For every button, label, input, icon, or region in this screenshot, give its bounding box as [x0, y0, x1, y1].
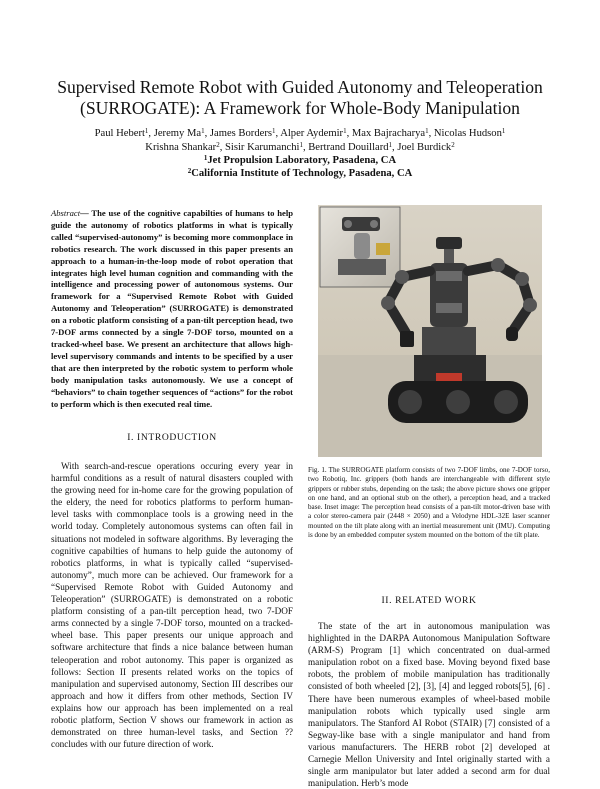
- affiliation-mark: 2: [187, 167, 192, 175]
- affiliation-1: [40, 154, 560, 167]
- author-name: James Borders: [209, 128, 272, 139]
- abstract-lead: Abstract: [51, 208, 81, 218]
- track-wheel: [398, 390, 422, 414]
- related-work-paragraph: [308, 620, 550, 789]
- author-affil-mark: 2: [451, 141, 455, 149]
- robot-figure-image: [318, 205, 542, 457]
- author-affil-mark: 1: [425, 127, 429, 135]
- robot-head: [436, 237, 462, 249]
- track-wheel: [494, 390, 518, 414]
- author-name: Jeremy Ma: [153, 128, 202, 139]
- related-work-text: The state of the art in autonomous manipulation was highlighted in the DARPA Autonomous Manipulation Software (ARM-S) Program [1] which concentrated on dual-armed manipulation robot on a fixed base. Moving beyond fixed base robots, the problem of mobile manipulation has traditionally consisted of both wheeled [2], [3], [4] and legged robots[5], [6] . There have been numerous examples of wheel-based mobile manipulation robots which typically used single arm manipulators. The Stanford AI Robot (STAIR) [7] consisted of a Segway-like base with a single manipulator and hand from various manufacturers. The HERB robot [2] developed at Carnegie Mellon University and Intel originally started with a single arm manipulator but later added a second arm for dual manipulation. Herb’s mode: [308, 621, 550, 789]
- arm-joint: [491, 258, 505, 272]
- section-heading-related-work: II. RELATED WORK: [381, 595, 477, 606]
- figure-caption: Fig. 1. The SURROGATE platform consists of two 7-DOF limbs, one 7-DOF torso, two Robotiq, Inc. grippers (both hands are interchangeable with different style grippers or rubber stubs, depending on the task; the above picture shows one gripper on one hand, and an optional stub on the other), a perception head, and a tracked base. Inset image: The perception head consists of a pan-tilt motor-driven base with a color stereo-camera pair (2448 × 2050) and a Velodyne HDL-32E laser scanner mounted on the tilt plate along with an inertial measurement unit (IMU). Computing is done by an embedded computer system mounted on the bottom of the tilt plate.: [308, 466, 550, 540]
- author-name: Nicolas Hudson: [433, 128, 502, 139]
- author-name: Krishna Shankar: [145, 142, 217, 153]
- abstract-text: — The use of the cognitive capabilties of humans to help guide the autonomy of robotics platforms in what is typically called “supervised-autonomy” is becoming more commonplace in robotics research. The work discussed in this paper presents an approach to a human-in-the-loop mode of robot operation that integrates high level human cognition and commanding with the intelligence and processing power of autonomous systems. Our framework for a “Supervised Remote Robot with Guided Autonomy and Teleoperation” (SURROGATE) is demonstrated on a robotic platform consisting of a pan-tilt perception head, two 7-DOF arms connected by a single 7-DOF torso, mounted on a tracked-wheel base. We present an architecture that allows high-level supervisory commands and intents to be specified by a user that are then interpreted by the robotic system to perform whole body manipulation tasks autonomously. We use a concept of “behaviors” to chain together sequences of “actions” for the robot to perform which is then executed real time.: [51, 208, 293, 409]
- inset-pan-tilt-base: [338, 259, 386, 275]
- base-indicator: [436, 373, 462, 381]
- author-affil-mark: 1: [343, 127, 347, 135]
- robot-stub-hand: [506, 327, 518, 341]
- affiliation-mark: 1: [203, 154, 208, 162]
- affiliation-2: [40, 167, 560, 180]
- arm-joint: [381, 296, 395, 310]
- robot-gripper: [400, 331, 414, 347]
- author-affil-mark: 1: [271, 127, 276, 135]
- author-line-1: Paul Hebert$^1$, Jeremy Ma$^1$, James Borders$^1$, Alper Aydemir$^1$, Max Bajracharya$^1$, Nicolas Hudson$^1$: [94, 127, 506, 139]
- inset-laser-scanner: [354, 233, 370, 259]
- author-affil-mark: 1: [388, 141, 393, 149]
- torso-joint: [436, 271, 462, 281]
- author-name: Max Bajracharya: [351, 128, 426, 139]
- author-affil-mark: 1: [144, 127, 149, 135]
- track-wheel: [446, 390, 470, 414]
- author-name: Alper Aydemir: [280, 128, 344, 139]
- introduction-text: With search-and-rescue operations occuring every year in harmful conditions as a result of natural disasters coupled with the growing need for in-home care for the growing population of the eldery, the need for robotics platforms to perform human-level tasks with commonplace tools is a growing need in the world today. Completely autonomous systems can often fail in situations not modeled in software algorithms. By leveraging the cognitive capabilties of humans to help guide the autonomy of robotics platforms, in what is typically called “supervised-autonomy”, much more can be achieved. Our framework for a “Supervised Remote Robot with Guided Autonomy and Teleoperation” (SURROGATE) is demonstrated on a robotic platform consisting of a pan-tilt perception head, two 7-DOF arms connected by a single 7-DOF torso, mounted on a tracked-wheel base. This paper presents our unique approach and software architecture that finds a nice balance between human teleoperation and robot autonomy. This paper is organized as follows: Section II presents related works on the topics of manipulation and supervised autonomy, Section III describes our approach and how it differs from other methods, Section IV explains how our approach has been implemented on a real robotic platform, Section V shows our framework in action as demonstrated on three human-level tasks, and Section ?? concludes with our future direction of work.: [51, 461, 293, 750]
- paper-title-line-2: (SURROGATE): A Framework for Whole-Body Manipulation: [80, 98, 520, 118]
- author-name: Bertrand Douillard: [308, 142, 389, 153]
- author-name: Sisir Karumanchi: [225, 142, 300, 153]
- author-affil-mark: 1: [501, 127, 506, 135]
- author-line-2: Krishna Shankar$^2$, Sisir Karumanchi$^1$, Bertrand Douillard$^1$, Joel Burdick$^2$: [145, 141, 455, 153]
- affiliation-text: California Institute of Technology, Pasadena, CA: [191, 168, 413, 179]
- torso-joint: [436, 303, 462, 313]
- inset-camera-lens: [344, 220, 352, 228]
- inset-imu: [376, 243, 390, 255]
- author-affil-mark: 1: [201, 127, 205, 135]
- arm-joint: [395, 270, 409, 284]
- author-name: Joel Burdick: [397, 142, 452, 153]
- robot-neck: [444, 249, 454, 263]
- affiliation-text: Jet Propulsion Laboratory, Pasadena, CA: [207, 155, 397, 166]
- abstract: [51, 208, 293, 410]
- arm-joint: [523, 298, 537, 312]
- paper-title-line-1: Supervised Remote Robot with Guided Autonomy and Teleoperation: [57, 77, 543, 97]
- author-affil-mark: 2: [216, 141, 220, 149]
- author-name: Paul Hebert: [94, 128, 145, 139]
- section-heading-introduction: I. INTRODUCTION: [127, 432, 217, 443]
- introduction-paragraph: [51, 460, 293, 750]
- author-affil-mark: 1: [299, 141, 303, 149]
- inset-camera-lens: [370, 220, 378, 228]
- arm-joint: [515, 272, 529, 286]
